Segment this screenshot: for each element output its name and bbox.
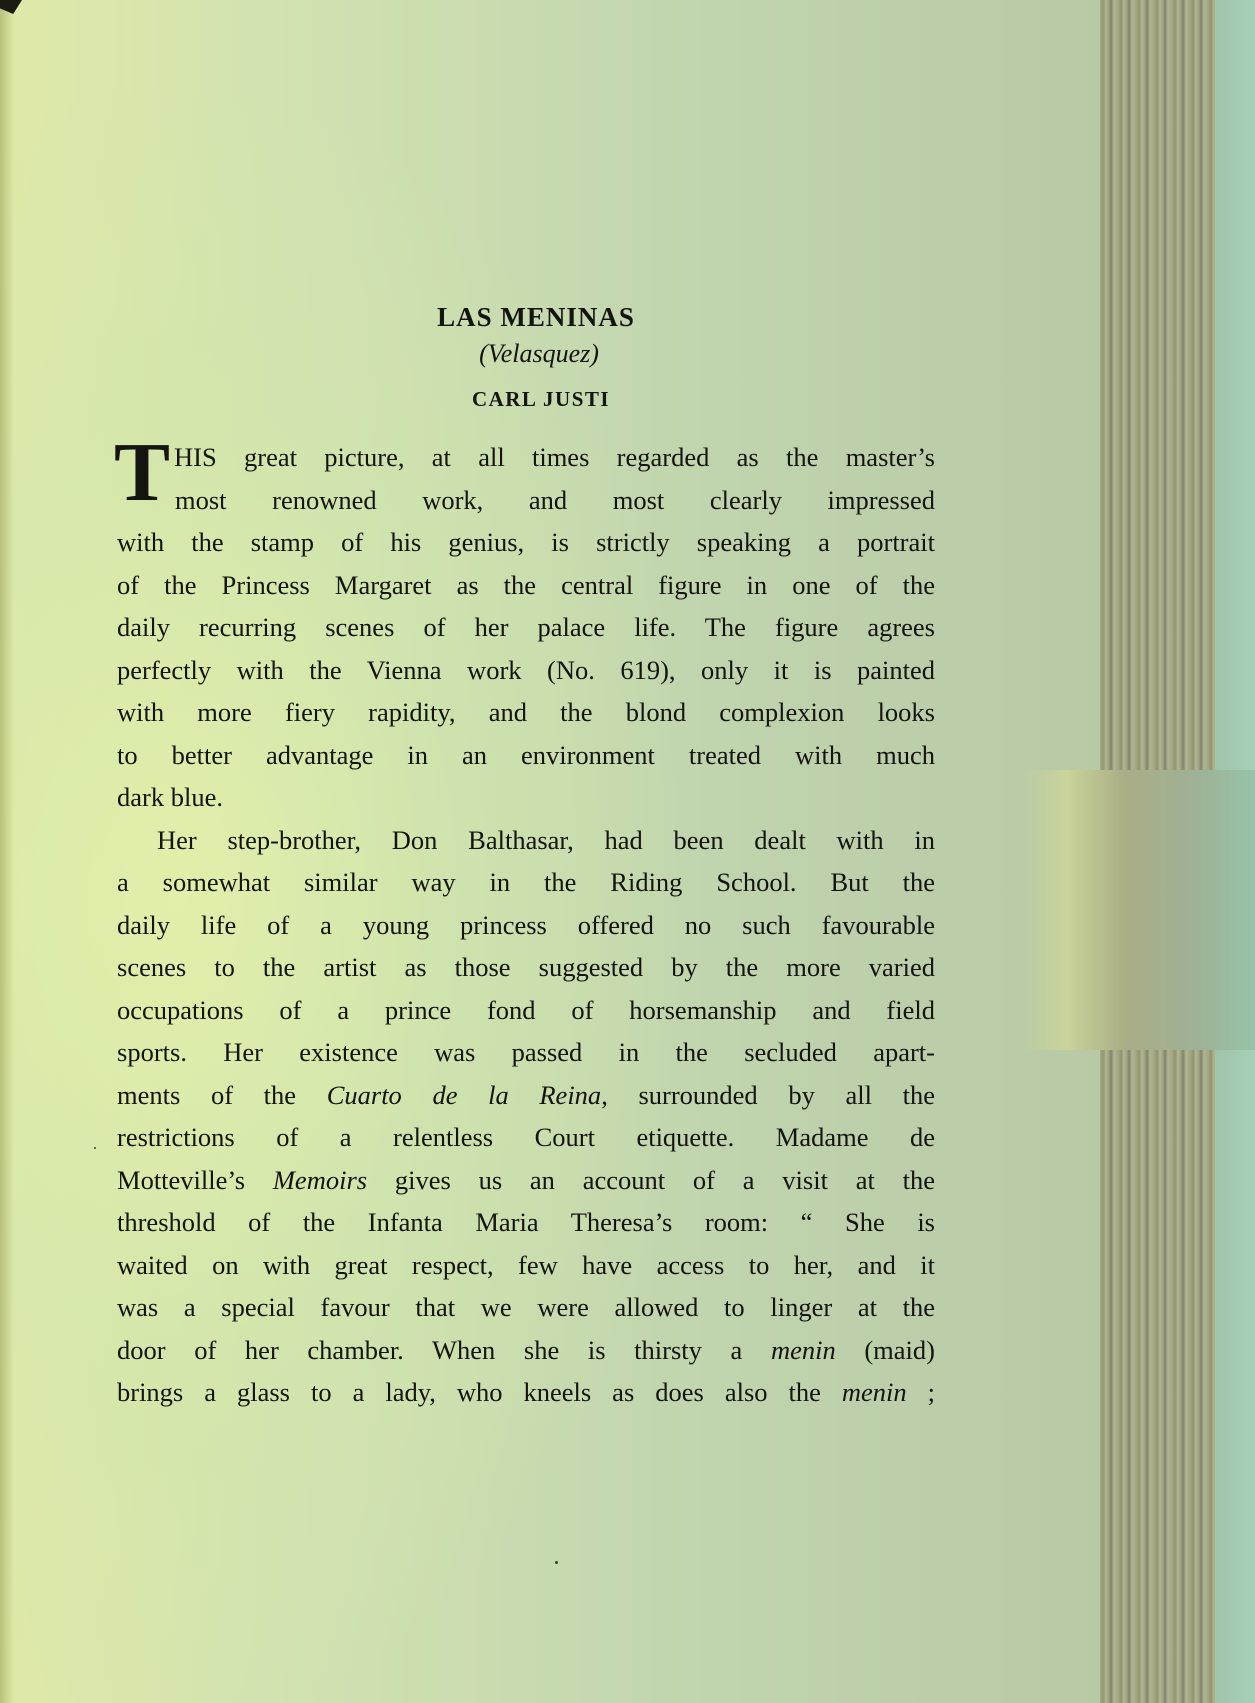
text-line: to better advantage in an environment treated with much (117, 739, 935, 770)
text-line: Her step-brother, Don Balthasar, had been dealt with in (157, 824, 935, 855)
text-line (117, 1371, 935, 1414)
text-run: door of her chamber. When she is thirsty a (117, 1334, 771, 1365)
chapter-title: LAS MENINAS (437, 302, 635, 332)
text-line: perfectly with the Vienna work (No. 619), only it is painted (117, 654, 935, 685)
body-text (114, 426, 935, 1414)
text-run: gives us an account of a visit at the (367, 1164, 935, 1195)
text-line: scenes to the artist as those suggested by the more varied (117, 952, 935, 982)
painter-attribution: (Velasquez) (479, 339, 599, 368)
paragraph-2 (117, 819, 935, 1414)
paper-speck (555, 1561, 558, 1564)
italic-place-name: Cuarto de la Reina (326, 1079, 602, 1110)
italic-book-title: Memoirs (272, 1164, 368, 1195)
text-run: ; (906, 1377, 935, 1407)
text-run: (maid) (835, 1334, 935, 1365)
page-edge-blur (1020, 770, 1255, 1050)
text-run: , surrounded by all the (601, 1079, 935, 1110)
drop-cap: T (114, 426, 171, 519)
text-line: with the stamp of his genius, is strictly speaking a portrait (117, 527, 935, 557)
author-name: CARL JUSTI (471, 387, 611, 411)
paper-speck (94, 1147, 96, 1149)
text-line (117, 1329, 935, 1372)
italic-term: menin (841, 1377, 907, 1407)
text-line: dark blue. (117, 782, 223, 812)
text-run: ments of the (117, 1079, 327, 1110)
text-line: daily life of a young princess offered no such favourable (117, 909, 935, 940)
text-line: sports. Her existence was passed in the secluded apart- (117, 1037, 935, 1067)
text-line: with more fiery rapidity, and the blond complexion looks (117, 697, 935, 727)
text-line: HIS great picture, at all times regarded as the master’s (174, 442, 935, 472)
text-line: most renowned work, and most clearly impressed (175, 484, 935, 515)
text-line (117, 1074, 935, 1117)
text-line: occupations of a prince fond of horsemanship and field (117, 994, 935, 1025)
text-line: of the Princess Margaret as the central figure in one of the (117, 569, 935, 600)
page-corner-shadow (0, 0, 22, 14)
italic-term: menin (770, 1334, 836, 1365)
text-line: daily recurring scenes of her palace life. The figure agrees (117, 612, 935, 642)
text-line: waited on with great respect, few have access to her, and it (117, 1249, 935, 1280)
page-content (114, 300, 935, 1414)
text-line (117, 1159, 935, 1202)
text-line: restrictions of a relentless Court etiquette. Madame de (117, 1122, 935, 1152)
text-run: brings a glass to a lady, who kneels as does also the (117, 1377, 842, 1407)
paragraph-1 (114, 426, 935, 819)
text-line: a somewhat similar way in the Riding School. But the (117, 867, 935, 897)
text-line: was a special favour that we were allowed to linger at the (117, 1292, 935, 1322)
text-line: threshold of the Infanta Maria Theresa’s room: “ She is (117, 1207, 935, 1237)
text-run: Motteville’s (117, 1164, 273, 1195)
